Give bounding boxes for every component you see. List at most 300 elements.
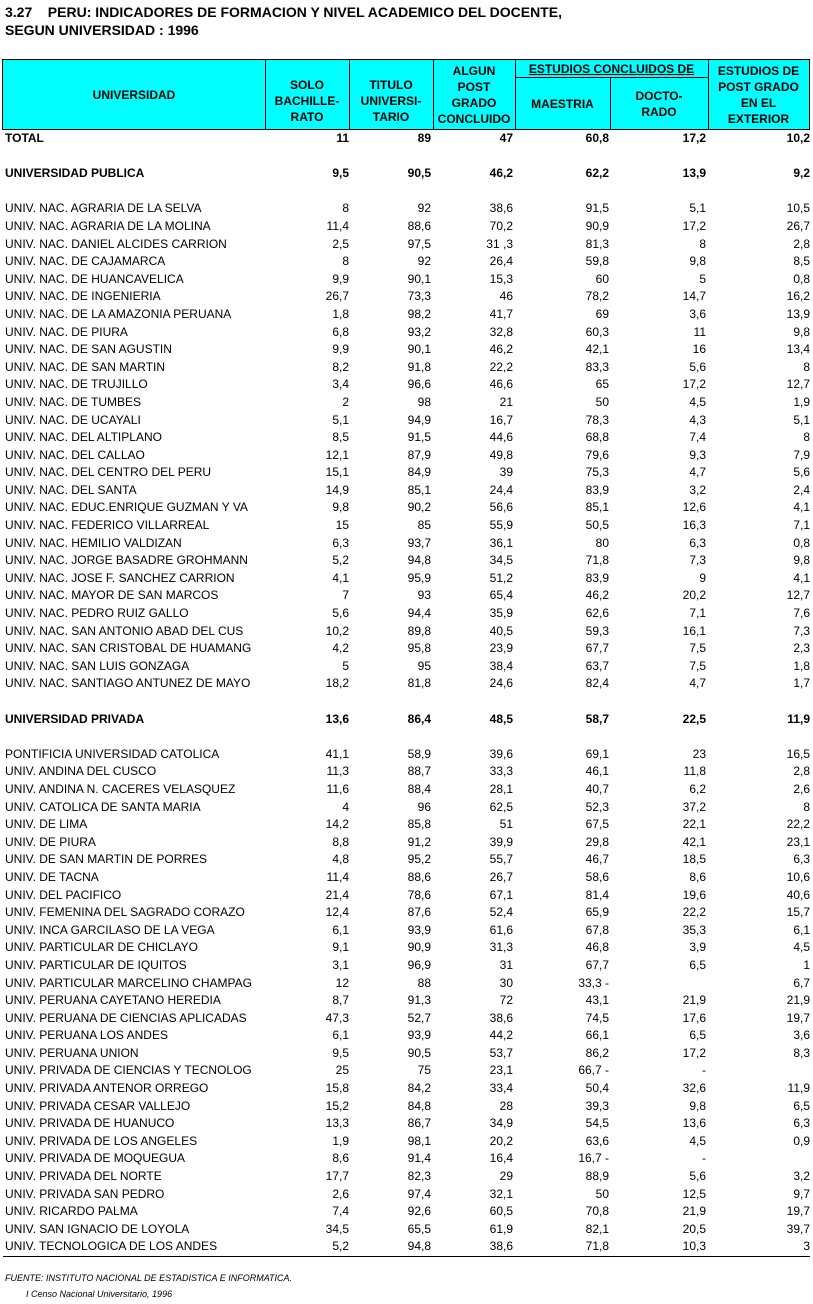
value-cell: 1,7 (793, 676, 810, 691)
value-cell: 25 (335, 1063, 349, 1078)
value-cell: 34,5 (489, 553, 513, 568)
source-note: FUENTE: INSTITUTO NACIONAL DE ESTADISTICA E INFORMATICA. (5, 1273, 293, 1283)
value-cell: 3,6 (689, 306, 706, 321)
value-cell: 1,9 (793, 394, 810, 409)
university-name-cell: UNIV. NAC. SAN ANTONIO ABAD DEL CUS (5, 623, 244, 638)
value-cell: 71,8 (585, 553, 609, 568)
value-cell: 98,1 (407, 1133, 431, 1148)
value-cell: 78,6 (407, 887, 431, 902)
value-cell: 17,6 (682, 1010, 706, 1025)
value-cell: 9,8 (689, 254, 706, 269)
value-cell: 7,4 (332, 1204, 349, 1219)
value-cell: 23,1 (489, 1063, 513, 1078)
university-name-cell: UNIV. NAC. JORGE BASADRE GROHMANN (5, 553, 248, 568)
value-cell: 68,8 (585, 430, 609, 445)
value-cell: 16,2 (786, 289, 810, 304)
table-row (3, 746, 810, 764)
table-row (3, 587, 810, 605)
value-cell: 90,2 (407, 500, 431, 515)
value-cell: 9,2 (793, 166, 810, 181)
value-cell: 84,8 (407, 1098, 431, 1113)
value-cell: 38,6 (489, 1010, 513, 1025)
value-cell: 4,1 (793, 500, 810, 515)
value-cell: 78,3 (585, 412, 609, 427)
value-cell: 32,1 (489, 1186, 513, 1201)
value-cell: 82,4 (585, 676, 609, 691)
value-cell: 72 (499, 993, 513, 1008)
value-cell: 83,9 (585, 570, 609, 585)
value-cell: 88 (417, 975, 431, 990)
university-name-cell: UNIV. NAC. DE UCAYALI (5, 412, 141, 427)
value-cell: 39,7 (786, 1221, 810, 1236)
value-cell: 8,3 (793, 1045, 810, 1060)
value-cell: 3,4 (332, 377, 349, 392)
table-header (2, 59, 810, 130)
value-cell: 4,7 (689, 465, 706, 480)
value-cell: 67,8 (585, 922, 609, 937)
value-cell: 91,5 (585, 201, 609, 216)
university-name-cell: UNIV. NAC. SANTIAGO ANTUNEZ DE MAYO (5, 676, 251, 691)
value-cell: 28,1 (489, 781, 513, 796)
value-cell: 54,5 (585, 1116, 609, 1131)
table-row (3, 1062, 810, 1080)
value-cell: - (702, 1063, 706, 1078)
value-cell: 34,9 (489, 1116, 513, 1131)
value-cell: 50 (595, 1186, 609, 1201)
value-cell: 17,2 (682, 377, 706, 392)
value-cell: 82,1 (585, 1221, 609, 1236)
value-cell: 17,7 (325, 1169, 349, 1184)
university-name-cell: UNIV. PARTICULAR DE CHICLAYO (5, 940, 198, 955)
value-cell: 3,2 (793, 1169, 810, 1184)
value-cell: 6,7 (793, 975, 810, 990)
value-cell: 73,3 (407, 289, 431, 304)
value-cell: 93,2 (407, 324, 431, 339)
value-cell: 33,3 (489, 764, 513, 779)
value-cell: 26,7 (786, 218, 810, 233)
university-name-cell: UNIV. PARTICULAR MARCELINO CHAMPAG (5, 975, 252, 990)
value-cell: 80 (595, 535, 609, 550)
value-cell: 24,4 (489, 482, 513, 497)
value-cell: 29 (499, 1169, 513, 1184)
value-cell: 52,4 (489, 905, 513, 920)
value-cell: 79,6 (585, 447, 609, 462)
table-row (3, 1150, 810, 1168)
value-cell: 2 (342, 394, 349, 409)
university-name-cell: UNIV. PRIVADA DE HUANUCO (5, 1116, 175, 1131)
value-cell: 32,8 (489, 324, 513, 339)
value-cell: 11 (336, 131, 349, 145)
table-row (3, 869, 810, 887)
value-cell: 90,1 (407, 342, 431, 357)
table-row (3, 816, 810, 834)
value-cell: 90,9 (407, 940, 431, 955)
value-cell: 3,9 (689, 940, 706, 955)
table-row (3, 763, 810, 781)
value-cell: 40,6 (786, 887, 810, 902)
value-cell: 6,3 (793, 852, 810, 867)
university-name-cell: UNIV. NAC. DE HUANCAVELICA (5, 271, 184, 286)
university-name-cell: UNIV. NAC. JOSE F. SANCHEZ CARRION (5, 570, 235, 585)
value-cell: 6,1 (332, 922, 349, 937)
value-cell: 91,2 (407, 834, 431, 849)
value-cell: 71,8 (585, 1239, 609, 1254)
value-cell: 93,7 (407, 535, 431, 550)
value-cell: 39,3 (585, 1098, 609, 1113)
header-estudios-concluidos: ESTUDIOS CONCLUIDOS DE (528, 61, 695, 76)
value-cell: 4,1 (793, 570, 810, 585)
value-cell: 34,5 (325, 1221, 349, 1236)
value-cell: 11 (693, 324, 706, 339)
value-cell: 15,1 (325, 465, 349, 480)
value-cell: 7,5 (689, 641, 706, 656)
value-cell: 30 (499, 975, 513, 990)
value-cell: 19,7 (786, 1204, 810, 1219)
table-row (3, 851, 810, 869)
value-cell: 29,8 (585, 834, 609, 849)
university-name-cell: UNIV. NAC. DE INGENIERIA (5, 289, 161, 304)
value-cell: 97,5 (407, 236, 431, 251)
value-cell: 16,5 (786, 746, 810, 761)
value-cell: 46,1 (585, 764, 609, 779)
table-row (3, 429, 810, 447)
value-cell: 5,1 (689, 201, 706, 216)
value-cell: 58,6 (585, 869, 609, 884)
value-cell: 86,7 (407, 1116, 431, 1131)
university-name-cell: UNIV. NAC. HEMILIO VALDIZAN (5, 535, 182, 550)
value-cell: 38,6 (489, 201, 513, 216)
value-cell: 63,6 (585, 1133, 609, 1148)
value-cell: 66,7 - (578, 1063, 609, 1078)
value-cell: 9,8 (689, 1098, 706, 1113)
value-cell: 67,5 (585, 817, 609, 832)
table-row (3, 623, 810, 641)
university-name-cell: UNIV. NAC. DANIEL ALCIDES CARRION (5, 236, 227, 251)
value-cell: 39 (499, 465, 513, 480)
table-row (3, 799, 810, 817)
university-name-cell: UNIV. PERUANA CAYETANO HEREDIA (5, 993, 221, 1008)
university-name-cell: UNIV. FEMENINA DEL SAGRADO CORAZO (5, 905, 245, 920)
value-cell: 8,5 (793, 254, 810, 269)
value-cell: 9,9 (332, 342, 349, 357)
university-name-cell: UNIV. NAC. DEL ALTIPLANO (5, 430, 162, 445)
table-row (3, 464, 810, 482)
value-cell: 91,5 (407, 430, 431, 445)
value-cell: 20,5 (682, 1221, 706, 1236)
header-post-grado-exterior: ESTUDIOS DE POST GRADO EN EL EXTERIOR (717, 63, 800, 126)
value-cell: 88,7 (407, 764, 431, 779)
value-cell: 11,9 (787, 711, 810, 726)
table-row (3, 412, 810, 430)
university-name-cell: UNIV. NAC. MAYOR DE SAN MARCOS (5, 588, 219, 603)
value-cell: 53,7 (489, 1045, 513, 1060)
value-cell: 21,9 (682, 993, 706, 1008)
value-cell: 1 (803, 957, 810, 972)
value-cell: 9,7 (793, 1186, 810, 1201)
table-row (3, 957, 810, 975)
value-cell: 22,5 (682, 711, 706, 726)
value-cell: 70,2 (489, 218, 513, 233)
value-cell: 37,2 (682, 799, 706, 814)
value-cell: 9,8 (793, 553, 810, 568)
value-cell: 40,5 (489, 623, 513, 638)
value-cell: 65,9 (585, 905, 609, 920)
university-name-cell: UNIV. NAC. AGRARIA DE LA SELVA (5, 201, 202, 216)
value-cell: 5,6 (793, 465, 810, 480)
value-cell: 65 (595, 377, 609, 392)
value-cell: 81,8 (407, 676, 431, 691)
value-cell: 75 (417, 1063, 431, 1078)
table-row (3, 306, 810, 324)
value-cell: 9 (699, 570, 706, 585)
value-cell: 16,1 (682, 623, 706, 638)
value-cell: 47,3 (325, 1010, 349, 1025)
table-row (3, 447, 810, 465)
value-cell: 91,4 (407, 1151, 431, 1166)
university-name-cell: UNIV. DEL PACIFICO (5, 887, 122, 902)
value-cell: 13,6 (682, 1116, 706, 1131)
value-cell: 95,9 (407, 570, 431, 585)
value-cell: 9,5 (332, 166, 349, 181)
value-cell: 88,6 (407, 218, 431, 233)
table-row (3, 1115, 810, 1133)
value-cell: 88,9 (585, 1169, 609, 1184)
value-cell: 93,9 (407, 1028, 431, 1043)
value-cell: 22,2 (682, 905, 706, 920)
value-cell: 5,6 (332, 606, 349, 621)
university-name-cell: UNIV. PERUANA LOS ANDES (5, 1028, 168, 1043)
value-cell: 85,1 (407, 482, 431, 497)
value-cell: 20,2 (489, 1133, 513, 1148)
value-cell: 9,1 (332, 940, 349, 955)
table-row (3, 939, 810, 957)
spacer-row (3, 183, 810, 201)
table-row (3, 1027, 810, 1045)
header-universidad: UNIVERSIDAD (92, 87, 176, 102)
value-cell: 6,1 (793, 922, 810, 937)
value-cell: 5,6 (689, 359, 706, 374)
value-cell: 65,4 (489, 588, 513, 603)
value-cell: 17,2 (682, 218, 706, 233)
university-name-cell: UNIV. CATOLICA DE SANTA MARIA (5, 799, 201, 814)
value-cell: 26,7 (325, 289, 349, 304)
value-cell: 43,1 (585, 993, 609, 1008)
value-cell: 12,4 (325, 905, 349, 920)
university-name-cell: UNIV. NAC. DE PIURA (5, 324, 128, 339)
value-cell: 63,7 (585, 658, 609, 673)
value-cell: 59,8 (585, 254, 609, 269)
university-name-cell: UNIV. PRIVADA CESAR VALLEJO (5, 1098, 191, 1113)
table-row (3, 359, 810, 377)
value-cell: 13,6 (325, 711, 349, 726)
value-cell: 9,5 (332, 1045, 349, 1060)
value-cell: 47 (499, 131, 513, 145)
value-cell: 31 (499, 957, 513, 972)
table-row (3, 887, 810, 905)
value-cell: 91,3 (407, 993, 431, 1008)
summary-row (3, 711, 810, 729)
value-cell: 7,4 (689, 430, 706, 445)
value-cell: 23,1 (786, 834, 810, 849)
value-cell: 92 (417, 254, 431, 269)
value-cell: 0,9 (793, 1133, 810, 1148)
spacer-row (3, 148, 810, 166)
value-cell: 67,1 (489, 887, 513, 902)
value-cell: 21,9 (682, 1204, 706, 1219)
value-cell: 16 (692, 342, 706, 357)
university-name-cell: UNIV. NAC. AGRARIA DE LA MOLINA (5, 218, 211, 233)
value-cell: 4,5 (689, 394, 706, 409)
value-cell: 6,2 (689, 781, 706, 796)
value-cell: 5 (699, 271, 706, 286)
value-cell: 15,7 (786, 905, 810, 920)
header-algun-post-grado: ALGUN POST GRADO CONCLUIDO (437, 63, 511, 126)
value-cell: 95,2 (407, 852, 431, 867)
value-cell: - (702, 1151, 706, 1166)
value-cell: 3,2 (689, 482, 706, 497)
value-cell: 51 (499, 817, 513, 832)
table-row (3, 1203, 810, 1221)
value-cell: 12,7 (786, 377, 810, 392)
university-name-cell: UNIV. RICARDO PALMA (5, 1204, 138, 1219)
value-cell: 22,2 (786, 817, 810, 832)
university-name-cell: UNIV. NAC. DE TUMBES (5, 394, 142, 409)
value-cell: 94,8 (407, 1239, 431, 1254)
value-cell: 62,2 (585, 166, 609, 181)
value-cell: 9,9 (332, 271, 349, 286)
value-cell: 51,2 (489, 570, 513, 585)
university-name-cell: UNIVERSIDAD PRIVADA (5, 711, 145, 726)
value-cell: 17,2 (682, 1045, 706, 1060)
value-cell: 60,5 (489, 1204, 513, 1219)
table-row (3, 834, 810, 852)
value-cell: 6,5 (793, 1098, 810, 1113)
value-cell: 4,8 (332, 852, 349, 867)
value-cell: 56,6 (489, 500, 513, 515)
value-cell: 20,2 (682, 588, 706, 603)
value-cell: 95,8 (407, 641, 431, 656)
value-cell: 10,3 (682, 1239, 706, 1254)
university-name-cell: UNIV. PRIVADA DE MOQUEGUA (5, 1151, 186, 1166)
value-cell: 14,2 (325, 817, 349, 832)
table-row (3, 376, 810, 394)
value-cell: 81,4 (585, 887, 609, 902)
value-cell: 23,9 (489, 641, 513, 656)
university-name-cell: UNIV. PRIVADA ANTENOR ORREGO (5, 1081, 209, 1096)
value-cell: 10,2 (786, 131, 810, 145)
census-note: I Censo Nacional Universitario, 1996 (26, 1289, 173, 1299)
value-cell: 9,8 (793, 324, 810, 339)
value-cell: 8 (803, 359, 810, 374)
value-cell: 16,7 - (578, 1151, 609, 1166)
value-cell: 66,1 (585, 1028, 609, 1043)
value-cell: 5,2 (332, 553, 349, 568)
value-cell: 60,8 (585, 131, 609, 145)
value-cell: 16,4 (489, 1151, 513, 1166)
value-cell: 12,5 (682, 1186, 706, 1201)
value-cell: 4,5 (689, 1133, 706, 1148)
value-cell: 33,3 - (578, 975, 609, 990)
value-cell: 22,1 (682, 817, 706, 832)
value-cell: 8,8 (332, 834, 349, 849)
table-row (3, 1133, 810, 1151)
value-cell: 6,3 (793, 1116, 810, 1131)
value-cell: 96,9 (407, 957, 431, 972)
value-cell: 26,4 (489, 254, 513, 269)
table-row (3, 324, 810, 342)
university-name-cell: UNIV. NAC. EDUC.ENRIQUE GUZMAN Y VA (5, 500, 248, 515)
value-cell: 12,7 (786, 588, 810, 603)
value-cell: 94,4 (407, 606, 431, 621)
university-name-cell: UNIV. NAC. PEDRO RUIZ GALLO (5, 606, 189, 621)
value-cell: 85,1 (585, 500, 609, 515)
value-cell: 19,6 (682, 887, 706, 902)
table-row (3, 552, 810, 570)
value-cell: 5,6 (689, 1169, 706, 1184)
university-name-cell: UNIV. NAC. SAN LUIS GONZAGA (5, 658, 190, 673)
value-cell: 21 (499, 394, 513, 409)
value-cell: 85,8 (407, 817, 431, 832)
value-cell: 74,5 (585, 1010, 609, 1025)
value-cell: 6,5 (689, 957, 706, 972)
table-row (3, 218, 810, 236)
value-cell: 33,4 (489, 1081, 513, 1096)
value-cell: 15,3 (489, 271, 513, 286)
value-cell: 8,2 (332, 359, 349, 374)
value-cell: 41,7 (489, 306, 513, 321)
value-cell: 21,4 (325, 887, 349, 902)
value-cell: 11,8 (683, 764, 706, 779)
table-row (3, 904, 810, 922)
value-cell: 8 (803, 430, 810, 445)
value-cell: 4,3 (689, 412, 706, 427)
header-titulo-universitario: TITULO UNIVERSI- TARIO (360, 78, 422, 124)
value-cell: 55,9 (489, 518, 513, 533)
value-cell: 15 (335, 518, 349, 533)
table-row (3, 236, 810, 254)
value-cell: 42,1 (585, 342, 609, 357)
table-row (3, 992, 810, 1010)
table-row (3, 200, 810, 218)
value-cell: 4,7 (689, 676, 706, 691)
value-cell: 4,1 (332, 570, 349, 585)
value-cell: 28 (499, 1098, 513, 1113)
table-row (3, 640, 810, 658)
value-cell: 40,7 (585, 781, 609, 796)
summary-row (3, 165, 810, 183)
value-cell: 11,4 (326, 869, 349, 884)
value-cell: 1,8 (793, 658, 810, 673)
value-cell: 11,4 (326, 218, 349, 233)
value-cell: 88,6 (407, 869, 431, 884)
value-cell: 46 (499, 289, 513, 304)
table-row (3, 394, 810, 412)
value-cell: 44,6 (489, 430, 513, 445)
university-name-cell: UNIVERSIDAD PUBLICA (5, 166, 145, 181)
value-cell: 75,3 (585, 465, 609, 480)
table-row (3, 1186, 810, 1204)
value-cell: 69 (595, 306, 609, 321)
value-cell: 2,5 (332, 236, 349, 251)
value-cell: 6,8 (332, 324, 349, 339)
value-cell: 13,4 (786, 342, 810, 357)
value-cell: 2,8 (793, 764, 810, 779)
value-cell: 97,4 (407, 1186, 431, 1201)
value-cell: 6,3 (332, 535, 349, 550)
table-row (3, 288, 810, 306)
value-cell: 92,6 (407, 1204, 431, 1219)
value-cell: 2,6 (793, 781, 810, 796)
